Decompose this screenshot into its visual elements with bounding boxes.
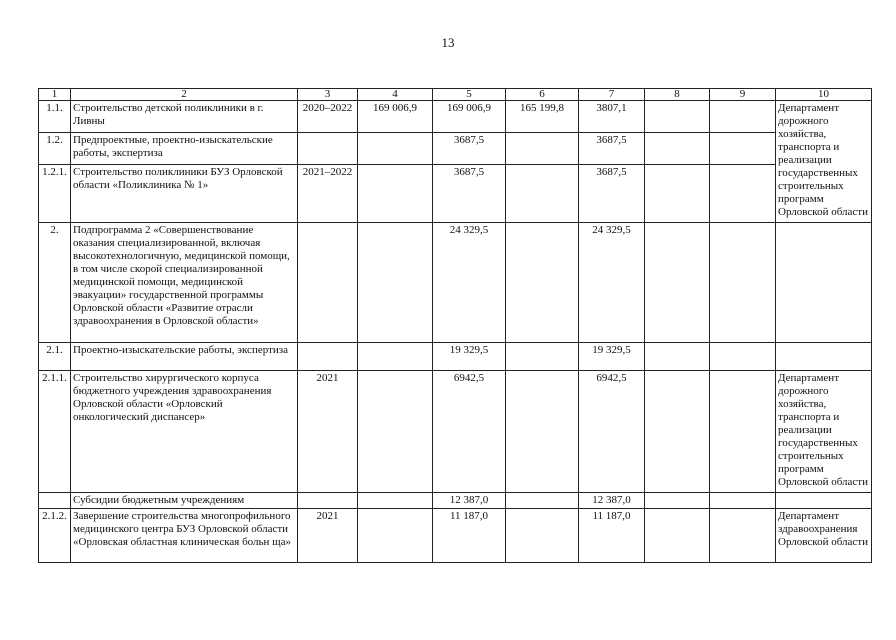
table-row [39, 101, 872, 133]
responsible-department: Департамент дорожного хозяйства, транспорта и реализации государственных строительных программ Орловской области [776, 101, 872, 223]
row-period: 2020–2022 [298, 101, 358, 133]
row-period [298, 223, 358, 343]
row-value-col6 [506, 509, 579, 563]
row-value-col8 [645, 509, 710, 563]
table-row [39, 343, 872, 371]
row-value-col8 [645, 133, 710, 165]
row-name: Подпрограмма 2 «Совершенствование оказания специализированной, включая высокотехнологичную, медицинской помощи, в том числе скорой специализированной медицинской помощи, медицинской эвакуации» государственной программы Орловской области «Развитие отрасли здравоохранения в Орловской области» [71, 223, 298, 343]
row-name: Проектно-изыскательские работы, экспертиза [71, 343, 298, 371]
table-row [39, 133, 872, 165]
row-value-col5: 3687,5 [433, 165, 506, 223]
row-number: 1.2. [39, 133, 71, 165]
row-value-col5: 24 329,5 [433, 223, 506, 343]
column-header: 9 [710, 89, 776, 101]
responsible-department: Департамент здравоохранения Орловской области [776, 509, 872, 563]
row-period [298, 493, 358, 509]
row-number: 2. [39, 223, 71, 343]
column-header: 1 [39, 89, 71, 101]
row-value-col7: 12 387,0 [579, 493, 645, 509]
row-value-col8 [645, 493, 710, 509]
responsible-department [776, 343, 872, 371]
table-row [39, 223, 872, 343]
responsible-department [776, 223, 872, 343]
row-number: 2.1.1. [39, 371, 71, 493]
table-header-row [39, 89, 872, 101]
table-row [39, 165, 872, 223]
column-header: 2 [71, 89, 298, 101]
row-number: 1.1. [39, 101, 71, 133]
column-header: 10 [776, 89, 872, 101]
row-value-col4: 169 006,9 [358, 101, 433, 133]
table-row [39, 509, 872, 563]
row-value-col6 [506, 343, 579, 371]
row-value-col4 [358, 223, 433, 343]
row-value-col4 [358, 133, 433, 165]
row-period: 2021–2022 [298, 165, 358, 223]
row-value-col9 [710, 493, 776, 509]
responsible-department [776, 493, 872, 509]
row-value-col8 [645, 371, 710, 493]
row-period: 2021 [298, 509, 358, 563]
row-value-col8 [645, 343, 710, 371]
row-period [298, 133, 358, 165]
responsible-department: Департамент дорожного хозяйства, транспорта и реализации государственных строительных программ Орловской области [776, 371, 872, 493]
table-row [39, 371, 872, 493]
page-number: 13 [441, 35, 455, 50]
row-value-col6 [506, 223, 579, 343]
row-value-col5: 12 387,0 [433, 493, 506, 509]
column-header: 6 [506, 89, 579, 101]
row-value-col4 [358, 509, 433, 563]
row-name: Строительство поликлиники БУЗ Орловской области «Поликлиника № 1» [71, 165, 298, 223]
row-number: 1.2.1. [39, 165, 71, 223]
row-number: 2.1.2. [39, 509, 71, 563]
column-header: 5 [433, 89, 506, 101]
row-value-col5: 169 006,9 [433, 101, 506, 133]
row-value-col4 [358, 371, 433, 493]
row-name: Субсидии бюджетным учреждениям [71, 493, 298, 509]
row-value-col9 [710, 101, 776, 133]
row-value-col5: 11 187,0 [433, 509, 506, 563]
row-period [298, 343, 358, 371]
row-value-col7: 3687,5 [579, 165, 645, 223]
row-value-col6: 165 199,8 [506, 101, 579, 133]
row-value-col7: 24 329,5 [579, 223, 645, 343]
row-value-col7: 3687,5 [579, 133, 645, 165]
row-period: 2021 [298, 371, 358, 493]
table-row [39, 493, 872, 509]
row-name: Предпроектные, проектно-изыскательские работы, экспертиза [71, 133, 298, 165]
row-value-col7: 11 187,0 [579, 509, 645, 563]
row-number: 2.1. [39, 343, 71, 371]
row-value-col4 [358, 493, 433, 509]
row-value-col7: 19 329,5 [579, 343, 645, 371]
budget-table [38, 88, 872, 563]
row-value-col6 [506, 133, 579, 165]
column-header: 3 [298, 89, 358, 101]
row-value-col6 [506, 165, 579, 223]
row-value-col9 [710, 509, 776, 563]
row-value-col9 [710, 371, 776, 493]
row-value-col6 [506, 371, 579, 493]
row-value-col5: 19 329,5 [433, 343, 506, 371]
column-header: 4 [358, 89, 433, 101]
row-number [39, 493, 71, 509]
row-value-col7: 6942,5 [579, 371, 645, 493]
row-value-col4 [358, 343, 433, 371]
row-value-col8 [645, 223, 710, 343]
row-value-col9 [710, 133, 776, 165]
column-header: 7 [579, 89, 645, 101]
row-value-col5: 3687,5 [433, 133, 506, 165]
row-value-col9 [710, 223, 776, 343]
row-value-col9 [710, 343, 776, 371]
row-value-col7: 3807,1 [579, 101, 645, 133]
row-name: Строительство хирургического корпуса бюджетного учреждения здравоохранения Орловской области «Орловский онкологический диспансер» [71, 371, 298, 493]
row-value-col8 [645, 165, 710, 223]
row-name: Завершение строительства многопрофильного медицинского центра БУЗ Орловской области «Орловская областная клиническая больн ща» [71, 509, 298, 563]
column-header: 8 [645, 89, 710, 101]
row-name: Строительство детской поликлиники в г. Ливны [71, 101, 298, 133]
row-value-col9 [710, 165, 776, 223]
row-value-col8 [645, 101, 710, 133]
row-value-col4 [358, 165, 433, 223]
row-value-col5: 6942,5 [433, 371, 506, 493]
row-value-col6 [506, 493, 579, 509]
